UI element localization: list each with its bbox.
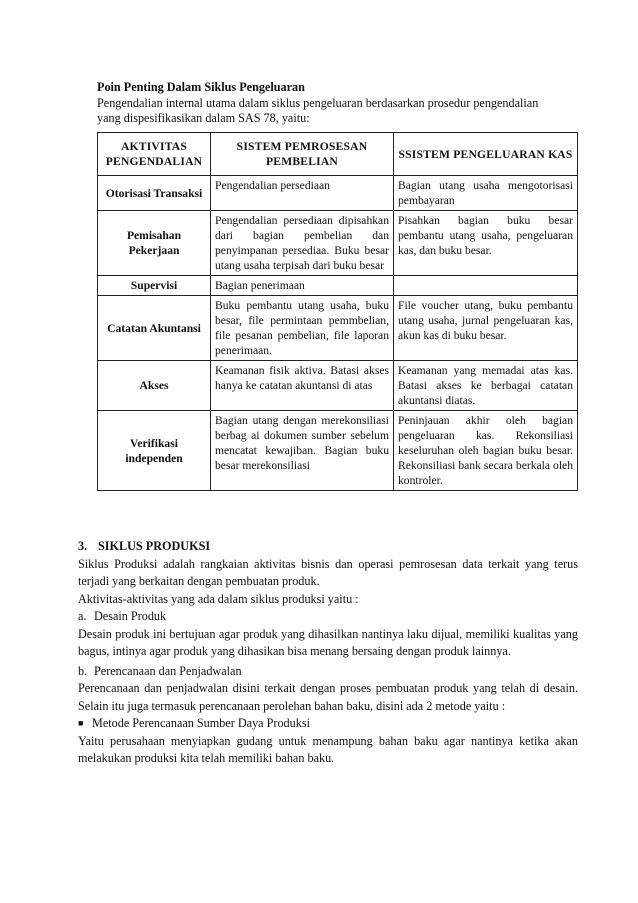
square-bullet-icon: ■ [78, 718, 84, 728]
control-table [97, 132, 578, 491]
row-activity: Pemisahan Pekerjaan [98, 211, 211, 276]
header-aktivitas: AKTIVITAS PENGENDALIAN [98, 133, 211, 176]
row-kas: Pisahkan bagian buku besar pembantu utang usaha, pengeluaran kas, dan buku besar. [394, 211, 578, 276]
subitem-a-title: Desain Produk [94, 609, 167, 623]
subitem-a-heading [78, 608, 578, 626]
section-title: SIKLUS PRODUKSI [98, 539, 211, 553]
row-pembelian: Keamanan fisik aktiva. Batasi akses hanya ke catatan akuntansi di atas [211, 361, 394, 411]
row-kas: Keamanan yang memadai atas kas. Batasi akses ke berbagai catatan akuntansi diatas. [394, 361, 578, 411]
table-row [98, 211, 578, 276]
row-activity: Akses [98, 361, 211, 411]
row-kas: File voucher utang, buku pembantu utang usaha, jurnal pengeluaran kas, akun kas di buku besar. [394, 296, 578, 361]
section-heading [78, 538, 578, 556]
subitem-a-label: a. [78, 609, 87, 623]
intro-line-1: Pengendalian internal utama dalam siklus pengeluaran berdasarkan prosedur pengendalian [97, 95, 539, 110]
intro-block [97, 80, 577, 127]
row-pembelian: Pengendalian persediaan [211, 176, 394, 211]
subitem-a-body: Desain produk ini bertujuan agar produk yang dihasilkan nantinya laku dijual, memiliki kualitas yang bagus, intinya agar produk yang dihasikan bisa menang bersaing dengan produk lainnya. [78, 626, 578, 658]
row-pembelian: Buku pembantu utang usaha, buku besar, file permintaan pemmbelian, file pesanan pembelian, file laporan penerimaan. [211, 296, 394, 361]
row-pembelian: Bagian utang dengan merekonsiliasi berbag ai dokumen sumber sebelum mencatat kewajiban. Bagian buku besar merekonsiliasi [211, 411, 394, 491]
table-row [98, 411, 578, 491]
table-row [98, 296, 578, 361]
table-row [98, 176, 578, 211]
row-activity: Verifikasi independen [98, 411, 211, 491]
table-row [98, 361, 578, 411]
bullet-item [78, 715, 578, 733]
header-kas: SSISTEM PENGELUARAN KAS [394, 133, 578, 176]
subitem-b-heading [78, 663, 578, 681]
bullet-body: Yaitu perusahaan menyiapkan gudang untuk menampung bahan baku agar nantinya ketika akan melakukan produksi kita telah memiliki bahan baku. [78, 733, 578, 765]
bullet-title: Metode Perencanaan Sumber Daya Produksi [92, 716, 310, 730]
section-paragraph-2: Aktivitas-aktivitas yang ada dalam siklus produksi yaitu : [78, 591, 359, 606]
section-paragraph-1: Siklus Produksi adalah rangkaian aktivitas bisnis dan operasi pemrosesan data terkait yang terus terjadi yang berkaitan dengan pembuatan produk. [78, 556, 578, 588]
subitem-b-label: b. [78, 663, 88, 678]
row-kas [394, 276, 578, 296]
table-row [98, 276, 578, 296]
row-activity: Catatan Akuntansi [98, 296, 211, 361]
row-pembelian: Pengendalian persediaan dipisahkan dari bagian pembelian dan penyimpanan persediaa. Buku besar utang usaha terpisah dari buku besar [211, 211, 394, 276]
section-siklus-produksi [78, 538, 578, 768]
section-number: 3. [78, 539, 88, 553]
subitem-b-body: Perencanaan dan penjadwalan disini terkait dengan proses pembuatan produk yang telah di desain. Selain itu juga termasuk perencanaan perolehan bahan baku, disini ada 2 metode yaitu : [78, 681, 578, 713]
subitem-b-title: Perencanaan dan Penjadwalan [94, 663, 242, 678]
table-header-row [98, 133, 578, 176]
row-activity: Otorisasi Transaksi [98, 176, 211, 211]
intro-line-2: yang dispesifikasikan dalam SAS 78, yaitu: [97, 111, 310, 125]
row-kas: Peninjauan akhir oleh bagian pengeluaran kas. Rekonsiliasi keseluruhan oleh bagian buku besar. Rekonsiliasi bank secara berkala oleh kontroler. [394, 411, 578, 491]
intro-title: Poin Penting Dalam Siklus Pengeluaran [97, 80, 305, 94]
row-pembelian: Bagian penerimaan [211, 276, 394, 296]
row-kas: Bagian utang usaha mengotorisasi pembayaran [394, 176, 578, 211]
header-pembelian: SISTEM PEMROSESAN PEMBELIAN [211, 133, 394, 176]
row-activity: Supervisi [98, 276, 211, 296]
